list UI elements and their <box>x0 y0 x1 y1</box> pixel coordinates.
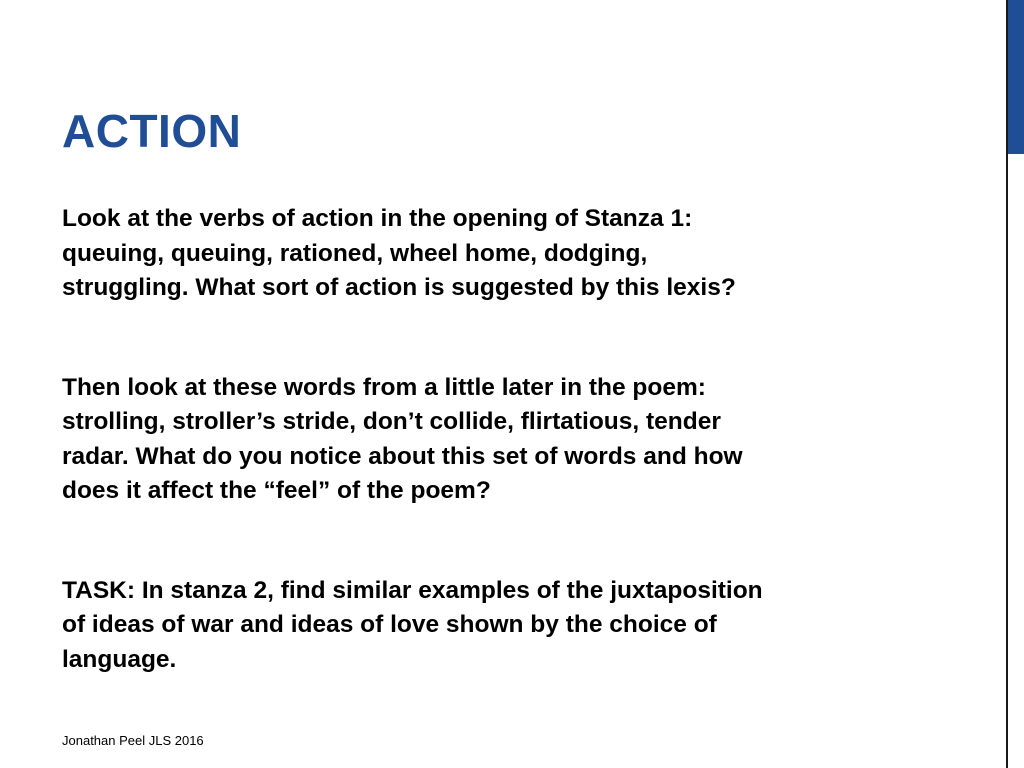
paragraph-stanza-1: Look at the verbs of action in the opening of Stanza 1: queuing, queuing, rationed, wheel home, dodging, struggling. What sort of action is suggested by this lexis? <box>62 205 736 301</box>
paragraph-task: TASK: In stanza 2, find similar examples of the juxtaposition of ideas of war and ideas of love shown by the choice of language. <box>62 576 763 673</box>
footer-credit: Jonathan Peel JLS 2016 <box>62 733 204 748</box>
slide-title: ACTION <box>62 105 242 157</box>
slide-body <box>62 202 902 677</box>
accent-bar <box>1008 0 1024 154</box>
paragraph-later-words: Then look at these words from a little later in the poem: strolling, stroller’s stride, don’t collide, flirtatious, tender radar. What do you notice about this set of words and how does it affect the “feel” of the poem? <box>62 373 743 504</box>
